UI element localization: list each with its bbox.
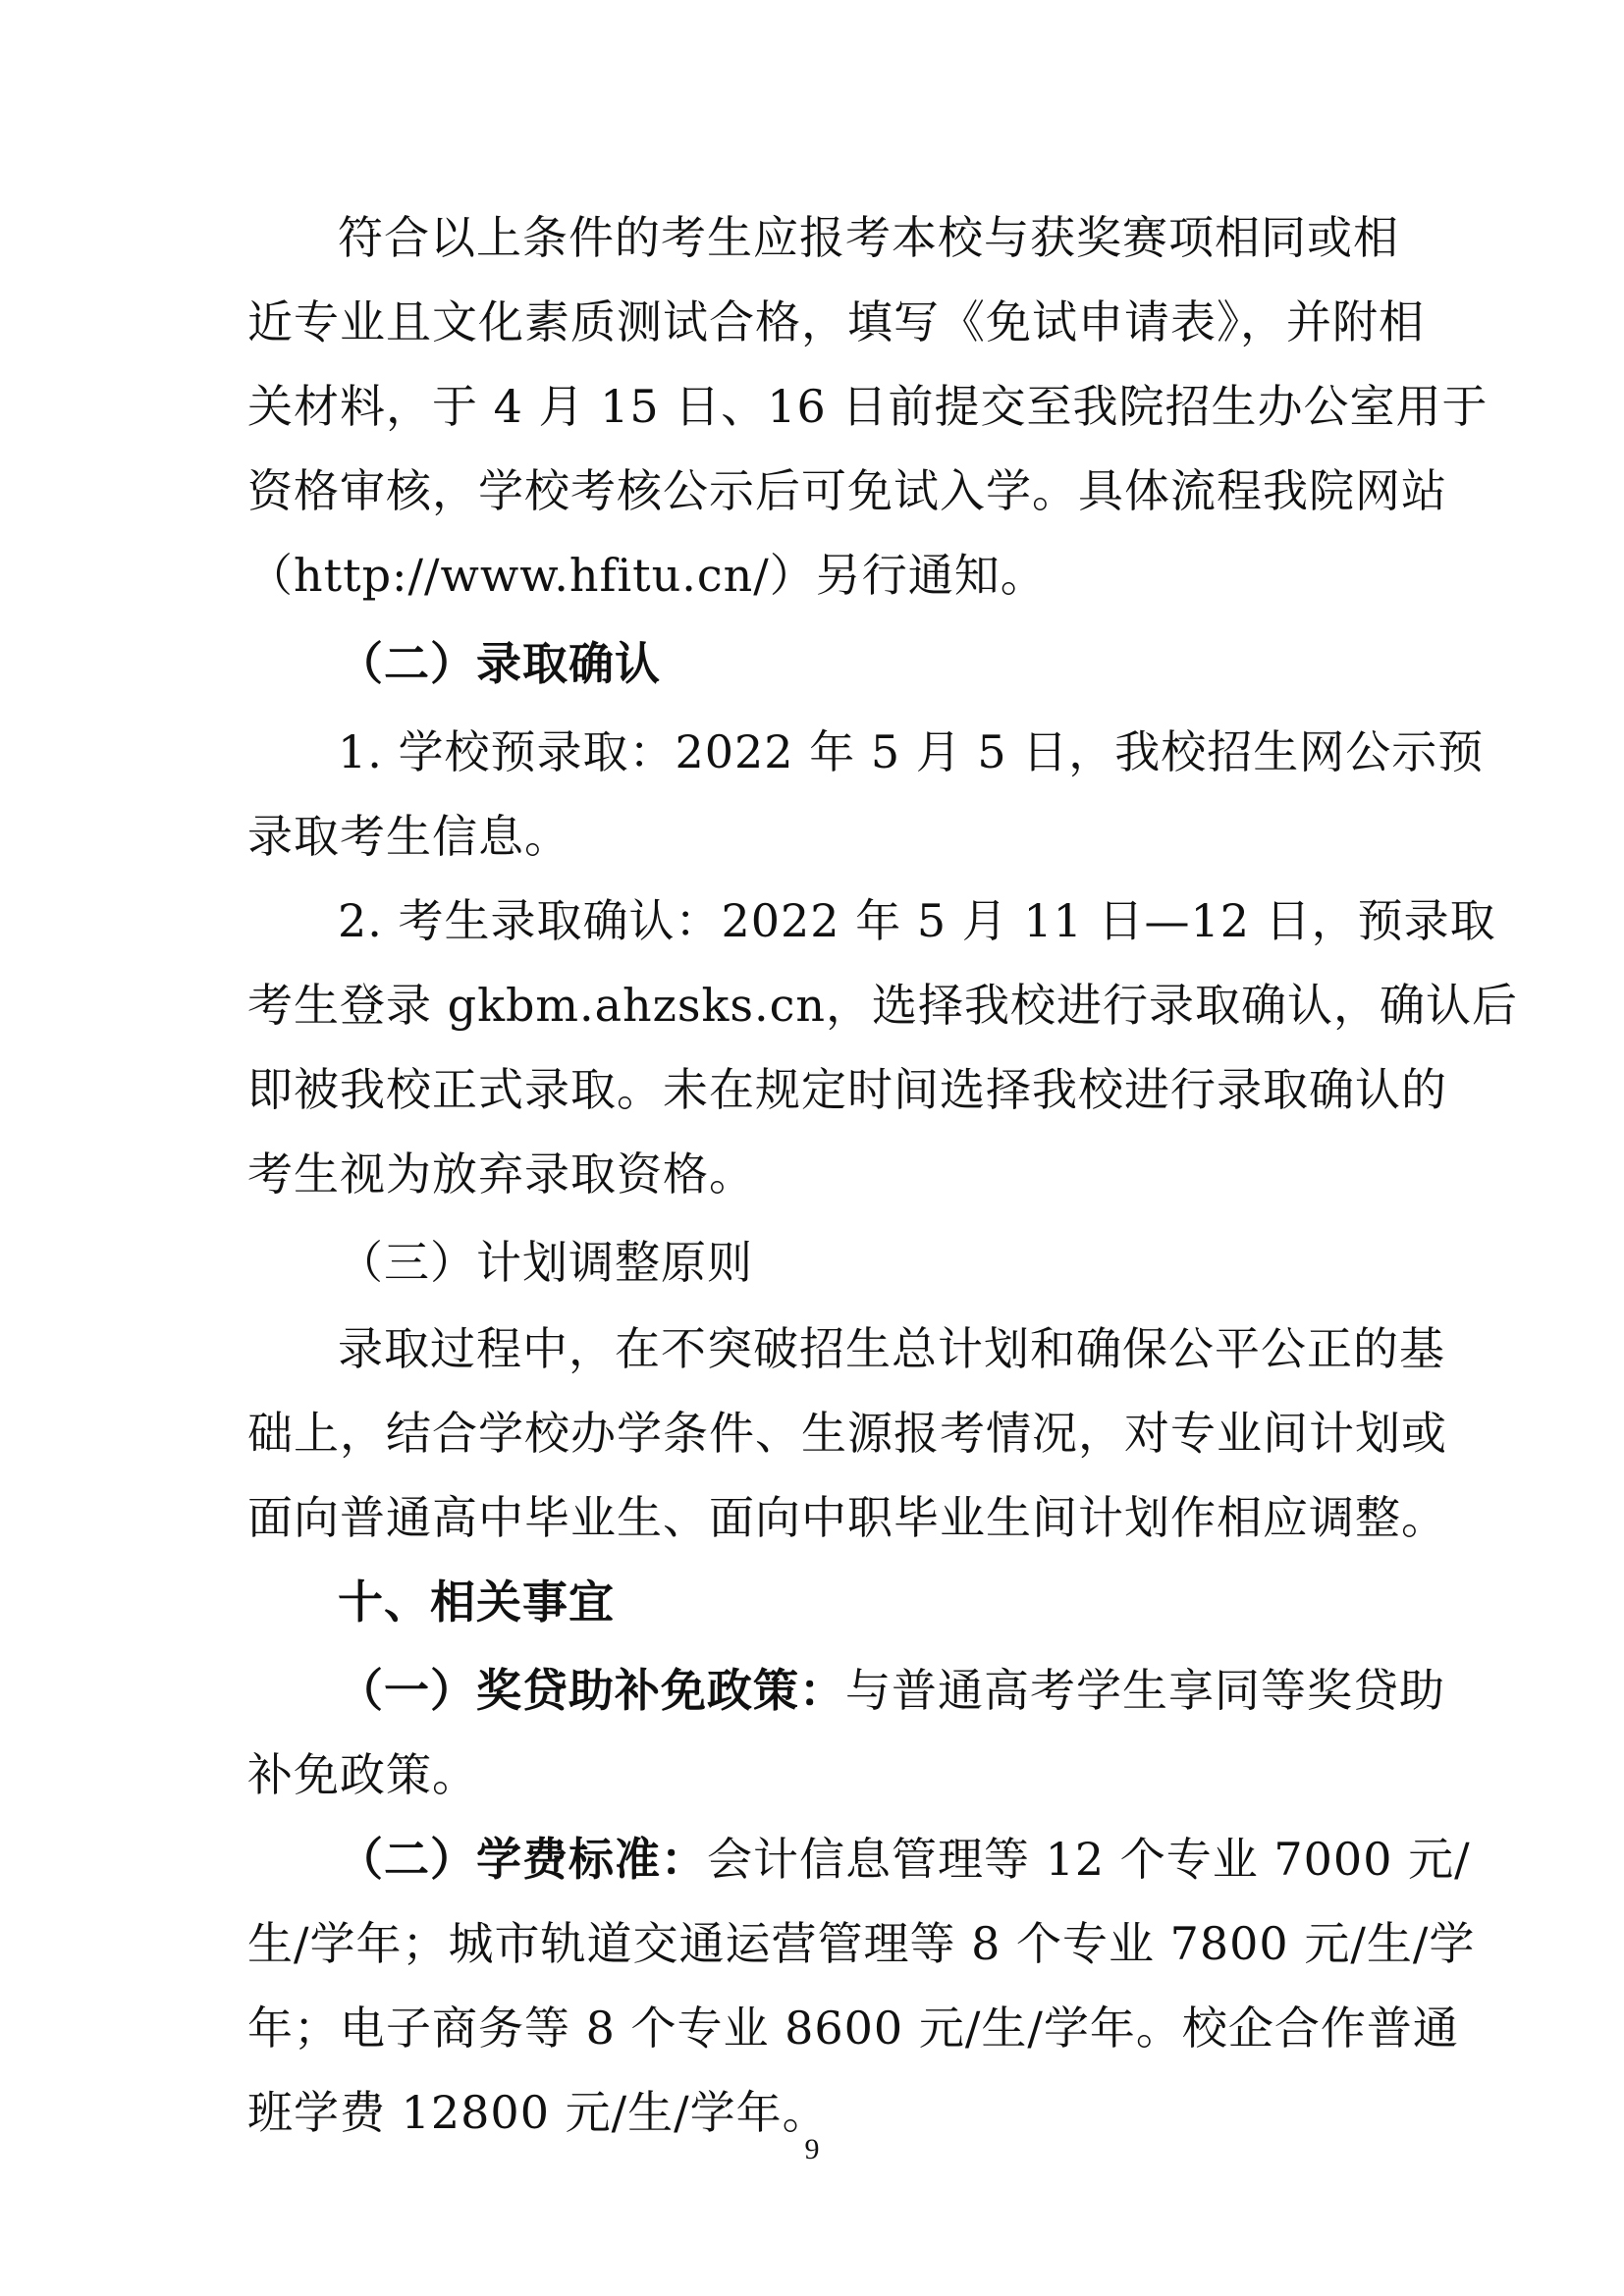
paragraph-line: 录取考生信息。	[247, 810, 570, 863]
paragraph-line: 关材料，于 4 月 15 日、16 日前提交至我院招生办公室用于	[247, 380, 1489, 433]
paragraph-line: 即被我校正式录取。未在规定时间选择我校进行录取确认的	[247, 1063, 1447, 1116]
paragraph-line	[247, 1832, 1471, 1887]
section-heading: （三）计划调整原则	[338, 1236, 753, 1289]
page-number: 9	[804, 2133, 820, 2165]
paragraph-line: 面向普通高中毕业生、面向中职毕业生间计划作相应调整。	[247, 1491, 1447, 1544]
paragraph-line: 2. 考生录取确认：2022 年 5 月 11 日—12 日，预录取	[338, 894, 1496, 947]
inline-heading: （二）学费标准：	[338, 1833, 707, 1886]
paragraph-line: 补免政策。	[247, 1748, 478, 1801]
paragraph-line: 资格审核，学校考核公示后可免试入学。具体流程我院网站	[247, 464, 1447, 517]
paragraph-line: 录取过程中，在不突破招生总计划和确保公平公正的基	[338, 1322, 1445, 1375]
paragraph-line: 1. 学校预录取：2022 年 5 月 5 日，我校招生网公示预	[338, 725, 1485, 778]
paragraph-line: 近专业且文化素质测试合格，填写《免试申请表》，并附相	[247, 295, 1425, 348]
paragraph-line: 础上，结合学校办学条件、生源报考情况，对专业间计划或	[247, 1407, 1447, 1460]
section-heading: （二）录取确认	[338, 637, 661, 690]
paragraph-text: 与普通高考学生享同等奖贷助	[845, 1664, 1445, 1717]
paragraph-line: 符合以上条件的考生应报考本校与获奖赛项相同或相	[338, 211, 1399, 264]
paragraph-text: 会计信息管理等 12 个专业 7000 元/	[707, 1833, 1471, 1886]
paragraph-line: 考生登录 gkbm.ahzsks.cn，选择我校进行录取确认，确认后	[247, 979, 1519, 1032]
paragraph-line: 生/学年；城市轨道交通运营管理等 8 个专业 7800 元/生/学	[247, 1917, 1476, 1970]
paragraph-line: （http://www.hfitu.cn/）另行通知。	[247, 549, 1047, 602]
paragraph-line: 年；电子商务等 8 个专业 8600 元/生/学年。校企合作普通	[247, 2002, 1459, 2055]
paragraph-line	[247, 1663, 1445, 1718]
paragraph-line: 班学费 12800 元/生/学年。	[247, 2086, 829, 2139]
chapter-heading: 十、相关事宜	[338, 1575, 615, 1629]
paragraph-line: 考生视为放弃录取资格。	[247, 1148, 755, 1201]
inline-heading: （一）奖贷助补免政策：	[338, 1664, 845, 1717]
